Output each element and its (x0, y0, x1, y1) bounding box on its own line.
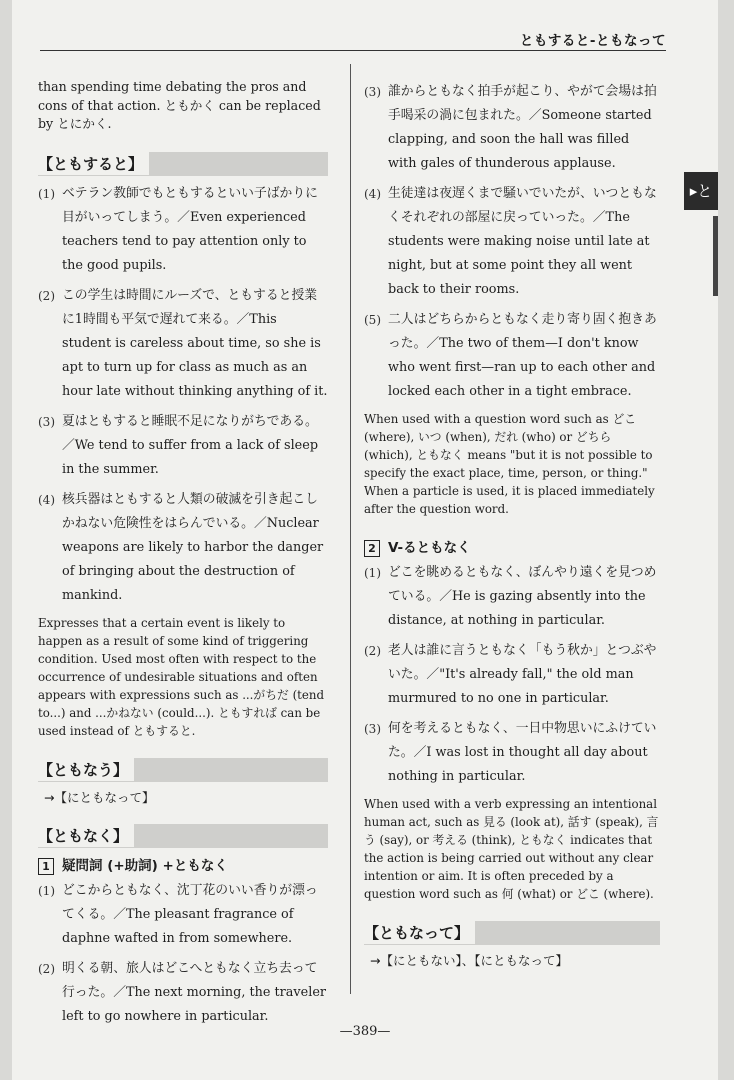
subsection-heading: 2 V-るともなく (364, 536, 660, 557)
section-tomosuruto (38, 152, 328, 176)
example-item: (3) 夏はともすると睡眠不足になりがちである。／We tend to suffer from a lack of sleep in the summer. (38, 413, 319, 477)
section-tomonaku (38, 824, 328, 848)
example-item: (3) 何を考えるともなく、一日中物思いにふけていた。／I was lost in thought all day about nothing in particular. (364, 721, 657, 784)
section-title: 【ともなって】 (364, 921, 475, 944)
section-title: 【ともなう】 (38, 758, 134, 781)
example-item: (2) この学生は時間にルーズで、ともすると授業に1時間も平気で遅れて来る。／This student is careless about time, so she is apt to turn up for class as much as an hour late without thinking anything of it. (38, 287, 328, 399)
example-item: (5) 二人はどちらからともなく走り寄り固く抱きあった。／The two of them—I don't know who went first—ran up to each other and locked each other in a tight embrace. (364, 312, 657, 399)
usage-note: Expresses that a certain event is likely to happen as a result of some kind of triggering condition. Used most often with respect to the occurrence of undesirable situations and often appears with expressions such as ...がちだ (tend to...) and ...かねない (could...). ともすれば can be used instead of ともすると. (38, 615, 325, 738)
example-item: (4) 核兵器はともすると人類の破滅を引き起こしかねない危険性をはらんでいる。／Nuclear weapons are likely to harbor the danger of bringing about the destruction of mankind. (38, 491, 324, 603)
example-item: (3) 誰からともなく拍手が起こり、やがて会場は拍手喝采の渦に包まれた。／Someone started clapping, and soon the hall was filled with gales of thunderous applause. (364, 84, 657, 171)
section-title: 【ともなく】 (38, 824, 134, 847)
subsection-heading: 1 疑問詞 (+助詞) +ともなく (38, 854, 328, 875)
header-rule (40, 50, 666, 51)
subsection-number: 1 (38, 858, 54, 875)
index-tab[interactable]: ▸と (684, 172, 718, 210)
cross-reference[interactable]: →【にともなって】 (44, 789, 155, 805)
example-item: (1) ベテラン教師でもともするといい子ばかりに目がいってしまう。／Even experienced teachers tend to pay attention only to the good pupils. (38, 185, 318, 273)
example-item: (2) 明くる朝、旅人はどこへともなく立ち去って行った。／The next morning, the traveler left to go nowhere in particular. (38, 960, 327, 1024)
right-column (364, 78, 660, 977)
example-item: (1) どこからともなく、沈丁花のいい香りが漂ってくる。／The pleasant fragrance of daphne wafted in from somewhere. (38, 882, 318, 946)
example-item: (4) 生徒達は夜遅くまで騒いでいたが、いつともなくそれぞれの部屋に戻っていった。／The students were making noise until late at night, but at some point they all went back to their rooms. (364, 186, 657, 297)
column-divider (350, 64, 351, 994)
subsection-number: 2 (364, 540, 380, 557)
section-tomonau (38, 758, 328, 782)
section-title: 【ともすると】 (38, 152, 149, 175)
dictionary-page (12, 0, 718, 1080)
example-item: (2) 老人は誰に言うともなく「もう秋か」とつぶやいた。／"It's already fall," the old man murmured to no one in particular. (364, 643, 657, 706)
example-item: (1) どこを眺めるともなく、ぼんやり遠くを見つめている。／He is gazing absently into the distance, at nothing in particular. (364, 565, 657, 628)
left-column (38, 78, 328, 1035)
page-number: —389— (339, 1024, 391, 1039)
section-tomonatte (364, 921, 660, 945)
intro-text: than spending time debating the pros and cons of that action. ともかく can be replaced by とにかく. (38, 79, 321, 132)
usage-note: When used with a question word such as どこ (where), いつ (when), だれ (who) or どちら (which), ともなく means "but it is not possible to specify the exact place, time, person, or thing." When a particle is used, it is placed immediately after the question word. (364, 412, 655, 516)
page-edge-marker (713, 216, 718, 296)
running-head: ともすると-ともなって (519, 33, 666, 49)
cross-reference[interactable]: →【にともない】、【にともなって】 (370, 953, 568, 968)
usage-note: When used with a verb expressing an intentional human act, such as 見る (look at), 話す (speak), 言う (say), or 考える (think), ともなく indicates that the action is being carried out without any clear intention or aim. It is often preceded by a question word such as 何 (what) or どこ (where). (364, 797, 659, 901)
